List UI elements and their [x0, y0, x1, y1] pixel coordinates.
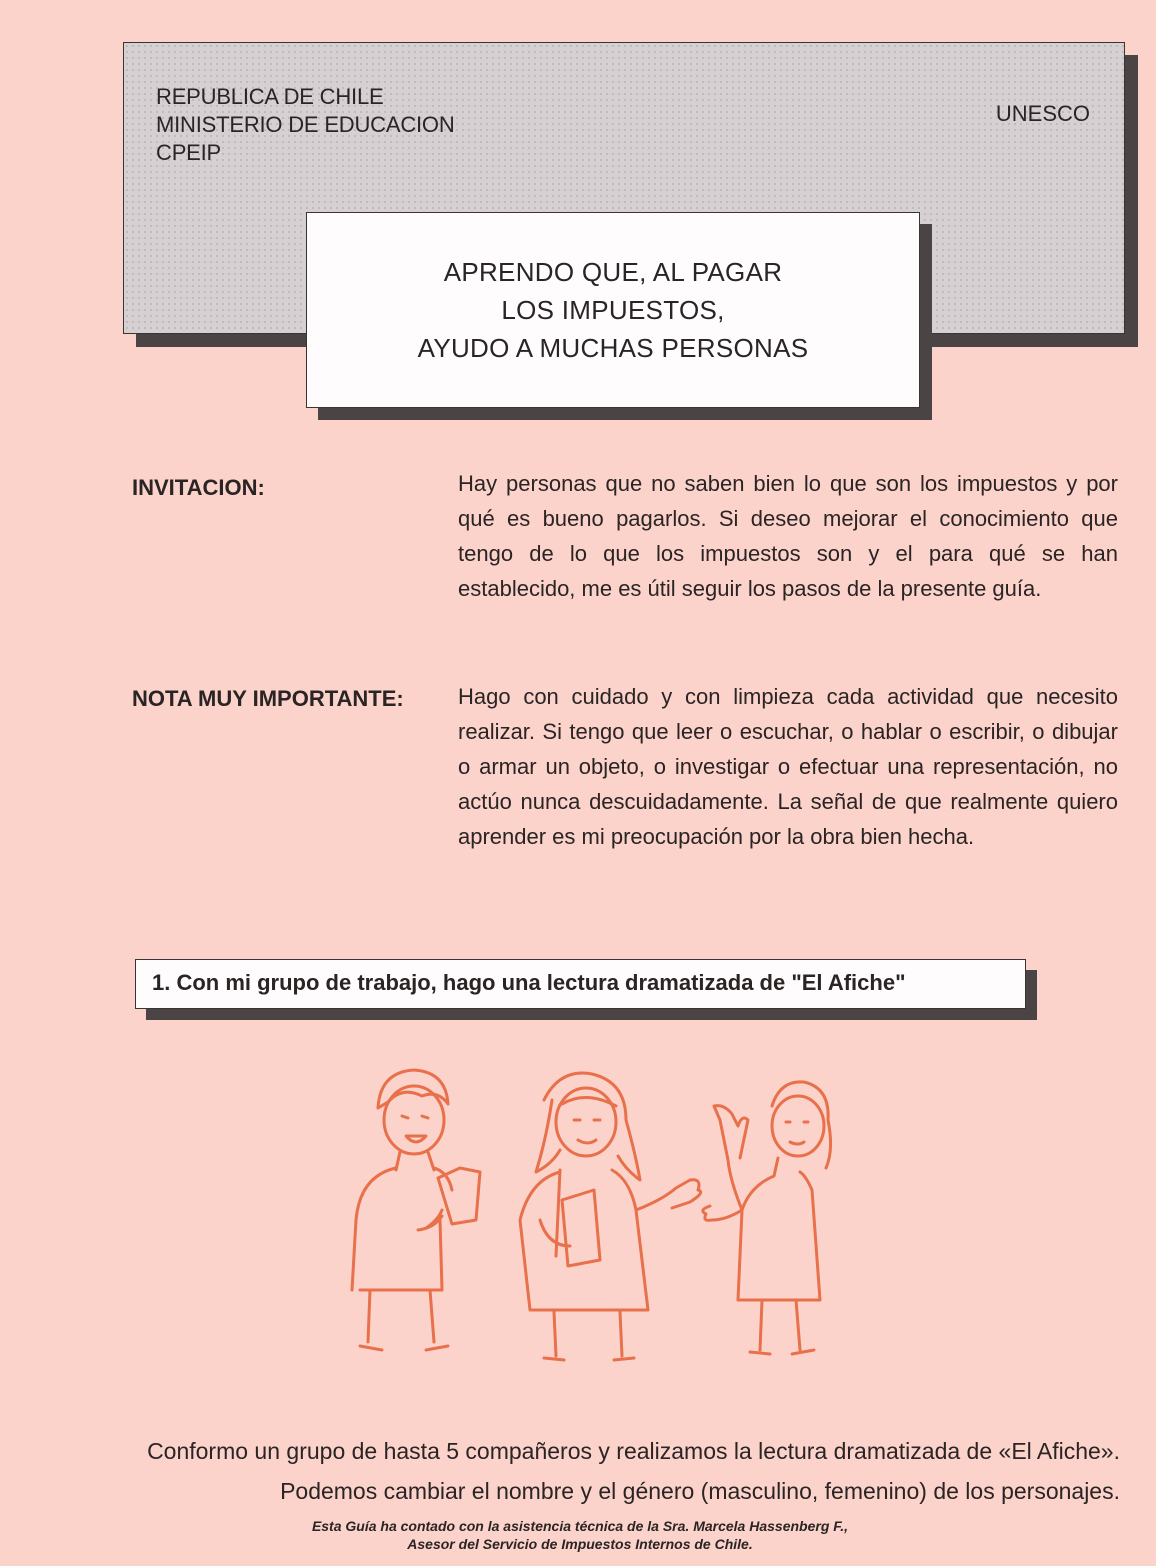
credits-line-1: Esta Guía ha contado con la asistencia técnica de la Sra. Marcela Hassenberg F.,	[311, 1518, 849, 1534]
credits-line-2: Asesor del Servicio de Impuestos Internos de Chile.	[407, 1536, 753, 1552]
girl-right-figure	[703, 1082, 831, 1354]
students-reading-illustration	[330, 1060, 850, 1370]
org-line-country: REPUBLICA DE CHILE	[156, 84, 384, 109]
credits	[220, 1517, 940, 1553]
activity-instructions: Conformo un grupo de hasta 5 compañeros y realizamos la lectura dramatizada de «El Afiche». Podemos cambiar el nombre y el género (masculino, femenino) de los personajes.	[147, 1438, 1120, 1504]
title-line-1: APRENDO QUE, AL PAGAR	[443, 257, 783, 287]
girl-center-figure	[520, 1073, 701, 1360]
org-line-cpeip: CPEIP	[156, 140, 222, 165]
org-line-ministry: MINISTERIO DE EDUCACION	[156, 112, 455, 137]
note-label: NOTA MUY IMPORTANTE:	[132, 686, 404, 711]
title-line-3: AYUDO A MUCHAS PERSONAS	[417, 333, 809, 363]
boy-figure	[352, 1070, 480, 1350]
note-text: Hago con cuidado y con limpieza cada actividad que necesito realizar. Si tengo que leer o escuchar, o hablar o escribir, o dibujar o armar un objeto, o investigar o efectuar una representación, no actúo nunca descuidadamente. La señal de que realmente quiero aprender es mi preocupación por la obra bien hecha.	[458, 684, 1118, 849]
organization-lines	[156, 83, 455, 167]
step-1-title: 1. Con mi grupo de trabajo, hago una lectura dramatizada de "El Afiche"	[152, 970, 906, 995]
invitation-label: INVITACION:	[132, 475, 265, 500]
partner-unesco: UNESCO	[995, 101, 1090, 126]
invitation-text: Hay personas que no saben bien lo que son los impuestos y por qué es bueno pagarlos. Si deseo mejorar el conocimiento que tengo de lo que los impuestos son y el para qué se han establecido, me es útil seguir los pasos de la presente guía.	[458, 471, 1118, 601]
title-line-2: LOS IMPUESTOS,	[501, 295, 725, 325]
title-box	[306, 212, 920, 408]
step-1-box	[135, 959, 1026, 1009]
